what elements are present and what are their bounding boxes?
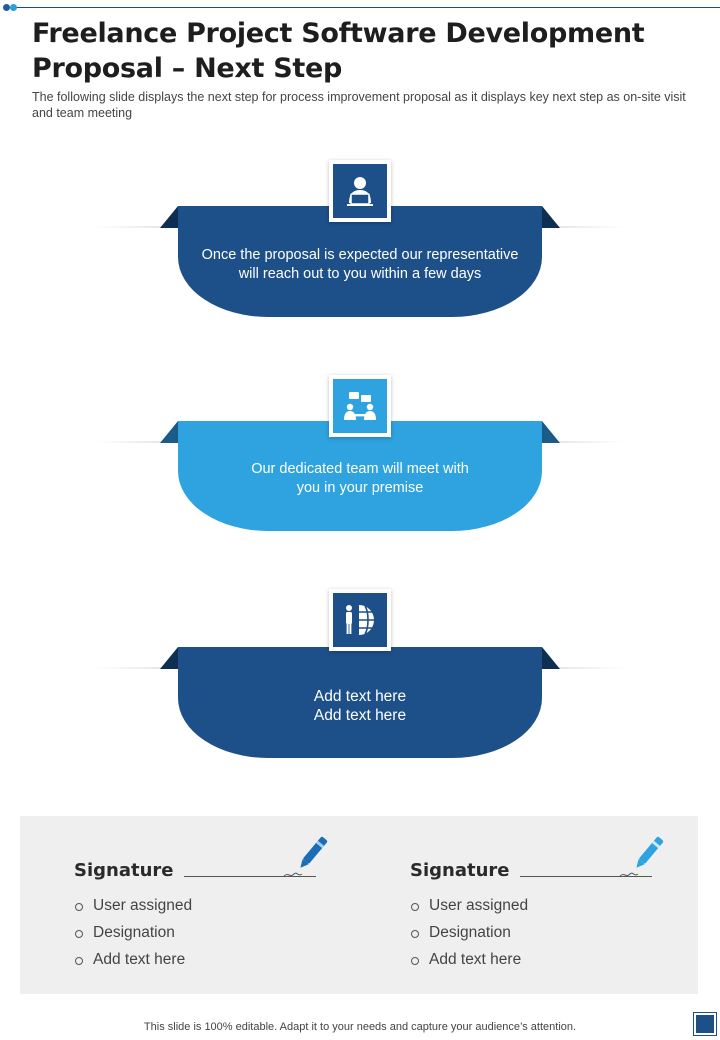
step-icon-box: [329, 589, 391, 651]
signature-title: Signature: [410, 860, 510, 881]
step-3: [96, 589, 624, 761]
footer-note: This slide is 100% editable. Adapt it to your needs and capture your audience’s attention.: [143, 1021, 577, 1033]
corner-square: [694, 1013, 716, 1035]
signature-title: Signature: [74, 860, 174, 881]
person-at-laptop-icon: [345, 175, 375, 207]
top-dot-dark: [3, 4, 10, 11]
bullet-circle-icon: [75, 957, 83, 965]
step-card: [178, 421, 542, 531]
list-item: Add text here: [410, 950, 528, 977]
pen-icon: [618, 832, 664, 880]
team-meeting-icon: [343, 391, 377, 421]
step-text: Once the proposal is expected our representative will reach out to you within a few days: [201, 246, 519, 282]
step-2: [96, 375, 624, 535]
list-item: Designation: [410, 923, 528, 950]
bullet-circle-icon: [75, 930, 83, 938]
page-title: Freelance Project Software Development Proposal – Next Step: [32, 18, 645, 84]
ribbon-fold-right: [542, 421, 560, 443]
list-item: User assigned: [74, 896, 192, 923]
top-dot-light: [10, 4, 17, 11]
bullet-circle-icon: [411, 957, 419, 965]
signature-panel: [20, 816, 698, 994]
step-1: [96, 160, 624, 320]
step-icon-box: [329, 160, 391, 222]
step-card: [178, 647, 542, 758]
ribbon-fold-right: [542, 206, 560, 228]
person-globe-icon: [343, 603, 377, 637]
list-item: Designation: [74, 923, 192, 950]
bullet-circle-icon: [75, 903, 83, 911]
ribbon-fold-left: [160, 647, 178, 669]
signature-block-right: [410, 816, 710, 994]
list-item: User assigned: [410, 896, 528, 923]
page-subtitle: The following slide displays the next step for process improvement proposal as it displays key next step as on-site visit and team meeting: [32, 90, 686, 120]
signature-block-left: [74, 816, 374, 994]
pen-icon: [282, 832, 328, 880]
step-text: Our dedicated team will meet with you in your premise: [251, 461, 469, 496]
top-rule: [14, 7, 720, 8]
list-item: Add text here: [74, 950, 192, 977]
bullet-circle-icon: [411, 903, 419, 911]
ribbon-fold-right: [542, 647, 560, 669]
step-icon-box: [329, 375, 391, 437]
bullet-circle-icon: [411, 930, 419, 938]
signature-list: [74, 896, 192, 977]
ribbon-fold-left: [160, 421, 178, 443]
step-text: Add text here Add text here: [313, 687, 407, 724]
ribbon-fold-left: [160, 206, 178, 228]
signature-list: [410, 896, 528, 977]
step-card: [178, 206, 542, 317]
